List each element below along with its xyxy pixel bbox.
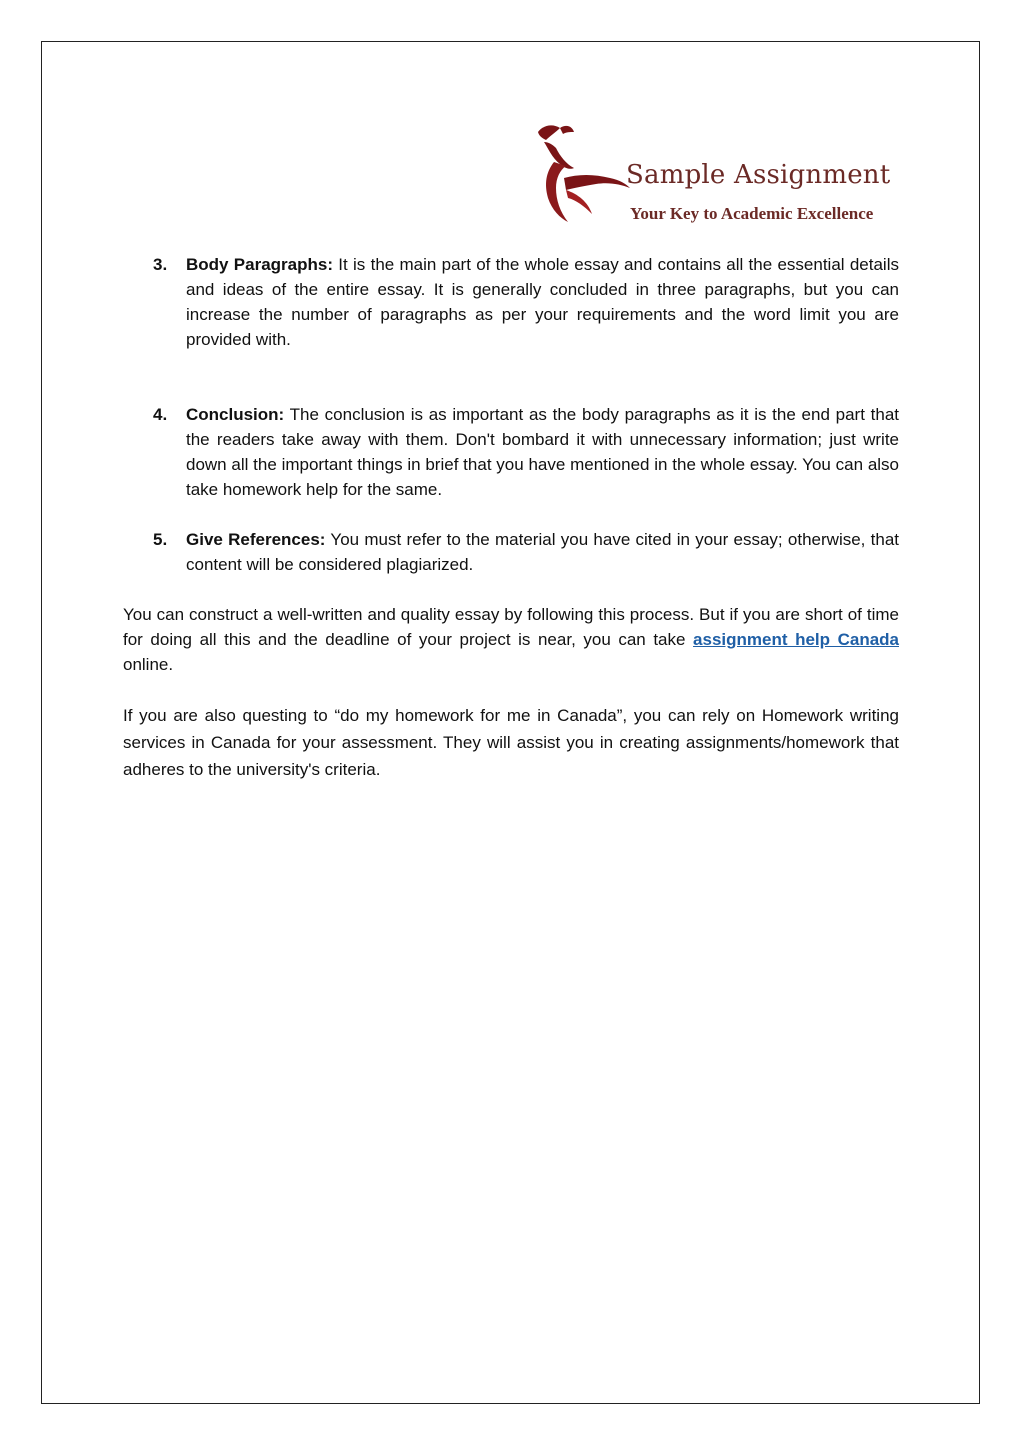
assignment-help-canada-link[interactable]: assignment help Canada: [693, 630, 899, 649]
list-text: It is the main part of the whole essay and contains all the essential details and ideas of the entire essay. It is generally concluded in three paragraphs, but you can increase the number of paragraphs as per your requirements and the word limit you are provided with.: [186, 255, 899, 349]
list-term: Give References:: [186, 530, 326, 549]
list-text: The conclusion is as important as the body paragraphs as it is the end part that the readers take away with them. Don't bombard it with unnecessary information; just write down all the important things in brief that you have mentioned in the whole essay. You can also take homework help for the same.: [186, 405, 899, 499]
logo-name: Sample Assignment: [626, 160, 891, 190]
paragraph-assignment-help: [123, 602, 899, 677]
logo-tagline: Your Key to Academic Excellence: [630, 204, 874, 223]
paragraph-text: online.: [123, 655, 174, 674]
list-item-give-references: [123, 527, 899, 577]
list-term: Body Paragraphs:: [186, 255, 333, 274]
list-item-body-paragraphs: [123, 252, 899, 352]
list-text: You must refer to the material you have cited in your essay; otherwise, that content will be considered plagiarized.: [186, 530, 900, 574]
logo: [530, 118, 910, 233]
paragraph-text: You can construct a well-written and quality essay by following this process. But if you are short of time for doing all this and the deadline of your project is near, you can take: [123, 605, 899, 649]
list-term: Conclusion:: [186, 405, 285, 424]
list-number: 5.: [153, 530, 168, 549]
list-number: 3.: [153, 255, 168, 274]
logo-figure-icon: [530, 118, 640, 233]
document-body: [123, 252, 899, 783]
paragraph-text: If you are also questing to “do my homework for me in Canada”, you can rely on Homework writing services in Canada for your assessment. They will assist you in creating assignments/homework that adheres to the university's criteria.: [123, 706, 899, 779]
list-item-conclusion: [123, 402, 899, 502]
list-number: 4.: [153, 405, 168, 424]
paragraph-homework-services: [123, 702, 899, 783]
